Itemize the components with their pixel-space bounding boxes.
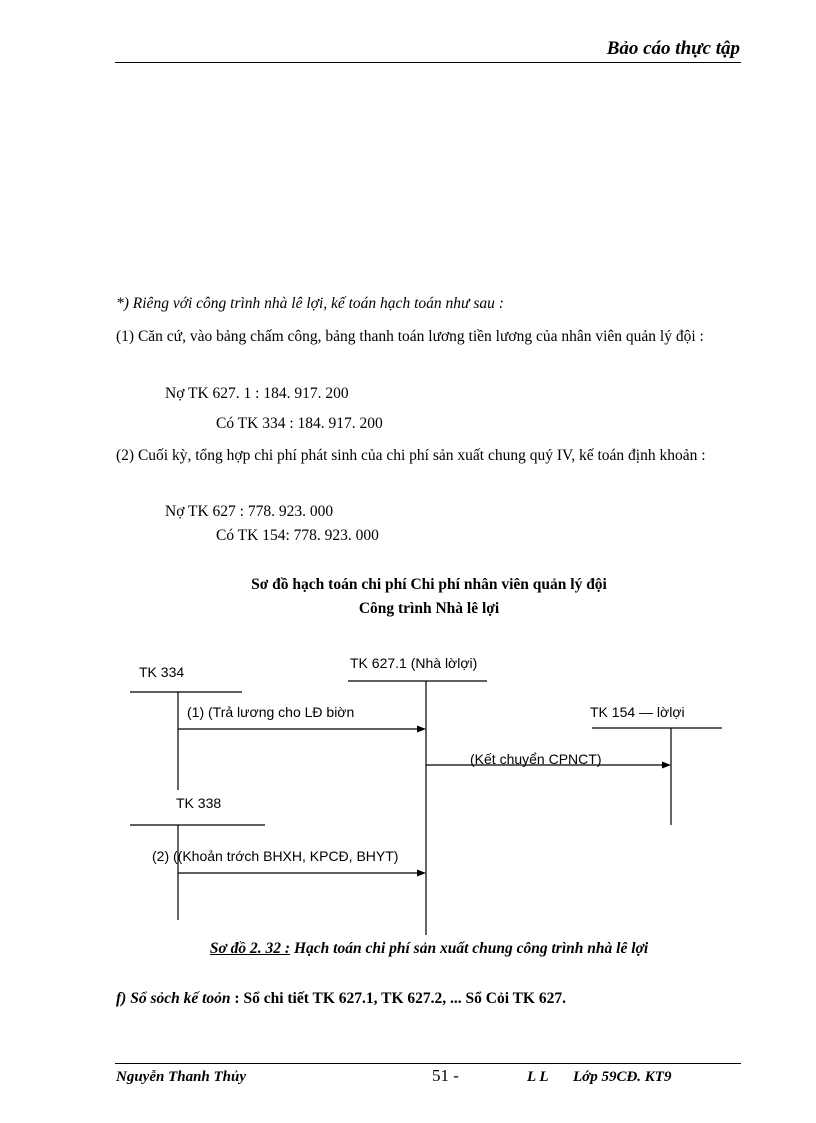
header-title: Bảo cáo thực tập bbox=[606, 38, 740, 59]
label-flow-1: (1) (Trả lương cho LĐ biờn bbox=[187, 704, 355, 720]
books-text: : Sổ chi tiết TK 627.1, TK 627.2, ... Sổ Cỏi TK 627. bbox=[230, 990, 566, 1007]
diagram-caption bbox=[116, 937, 742, 960]
arrow-1-head bbox=[417, 726, 426, 733]
footer-rule bbox=[115, 1063, 741, 1064]
paragraph-2: (2) Cuối kỳ, tổng hợp chi phí phát sinh của chi phí sản xuất chung quý IV, kế toán định khoản : bbox=[116, 447, 706, 464]
diagram-title-1: Sơ đồ hạch toán chi phí Chi phí nhân viên quản lý đội bbox=[251, 576, 607, 593]
caption-prefix: Sơ đồ 2. 32 : bbox=[209, 940, 291, 957]
footer-class-marks: L L bbox=[527, 1069, 549, 1085]
label-tk338: TK 338 bbox=[176, 795, 222, 811]
paragraph-1: (1) Căn cứ, vào bảng chấm công, bảng thanh toán lương tiền lương của nhân viên quản lý đội : bbox=[116, 328, 704, 345]
intro-line: *) Riêng với công trình nhà lê lợi, kế toán hạch toán như sau : bbox=[116, 295, 504, 312]
footer-class: Lớp 59CĐ. KT9 bbox=[573, 1069, 672, 1085]
books-line bbox=[116, 987, 742, 1010]
footer-page-number: 51 - bbox=[432, 1066, 459, 1085]
arrow-2-head bbox=[417, 870, 426, 877]
books-label: f) Sổ sỏch kế toỏn bbox=[116, 990, 231, 1007]
label-flow-2: (2) ((Khoản trớch BHXH, KPCĐ, BHYT) bbox=[152, 848, 399, 864]
entry-2-credit: Có TK 154: 778. 923. 000 bbox=[216, 527, 379, 544]
label-flow-transfer: (Kết chuyển CPNCT) bbox=[470, 751, 602, 767]
entry-1-debit: Nợ TK 627. 1 : 184. 917. 200 bbox=[165, 385, 349, 402]
entry-1-credit: Có TK 334 : 184. 917. 200 bbox=[216, 415, 383, 432]
entry-2-debit: Nợ TK 627 : 778. 923. 000 bbox=[165, 503, 334, 520]
label-tk154: TK 154 — lờlợi bbox=[590, 704, 685, 720]
label-tk627: TK 627.1 (Nhà lờlợi) bbox=[350, 655, 478, 671]
label-tk334: TK 334 bbox=[139, 664, 185, 680]
caption-text: Hạch toán chi phí sản xuất chung công trình nhà lê lợi bbox=[290, 940, 649, 957]
footer-author: Nguyễn Thanh Thủy bbox=[116, 1069, 247, 1085]
arrow-transfer-head bbox=[662, 762, 671, 769]
diagram-title-2: Công trình Nhà lê lợi bbox=[358, 600, 500, 617]
